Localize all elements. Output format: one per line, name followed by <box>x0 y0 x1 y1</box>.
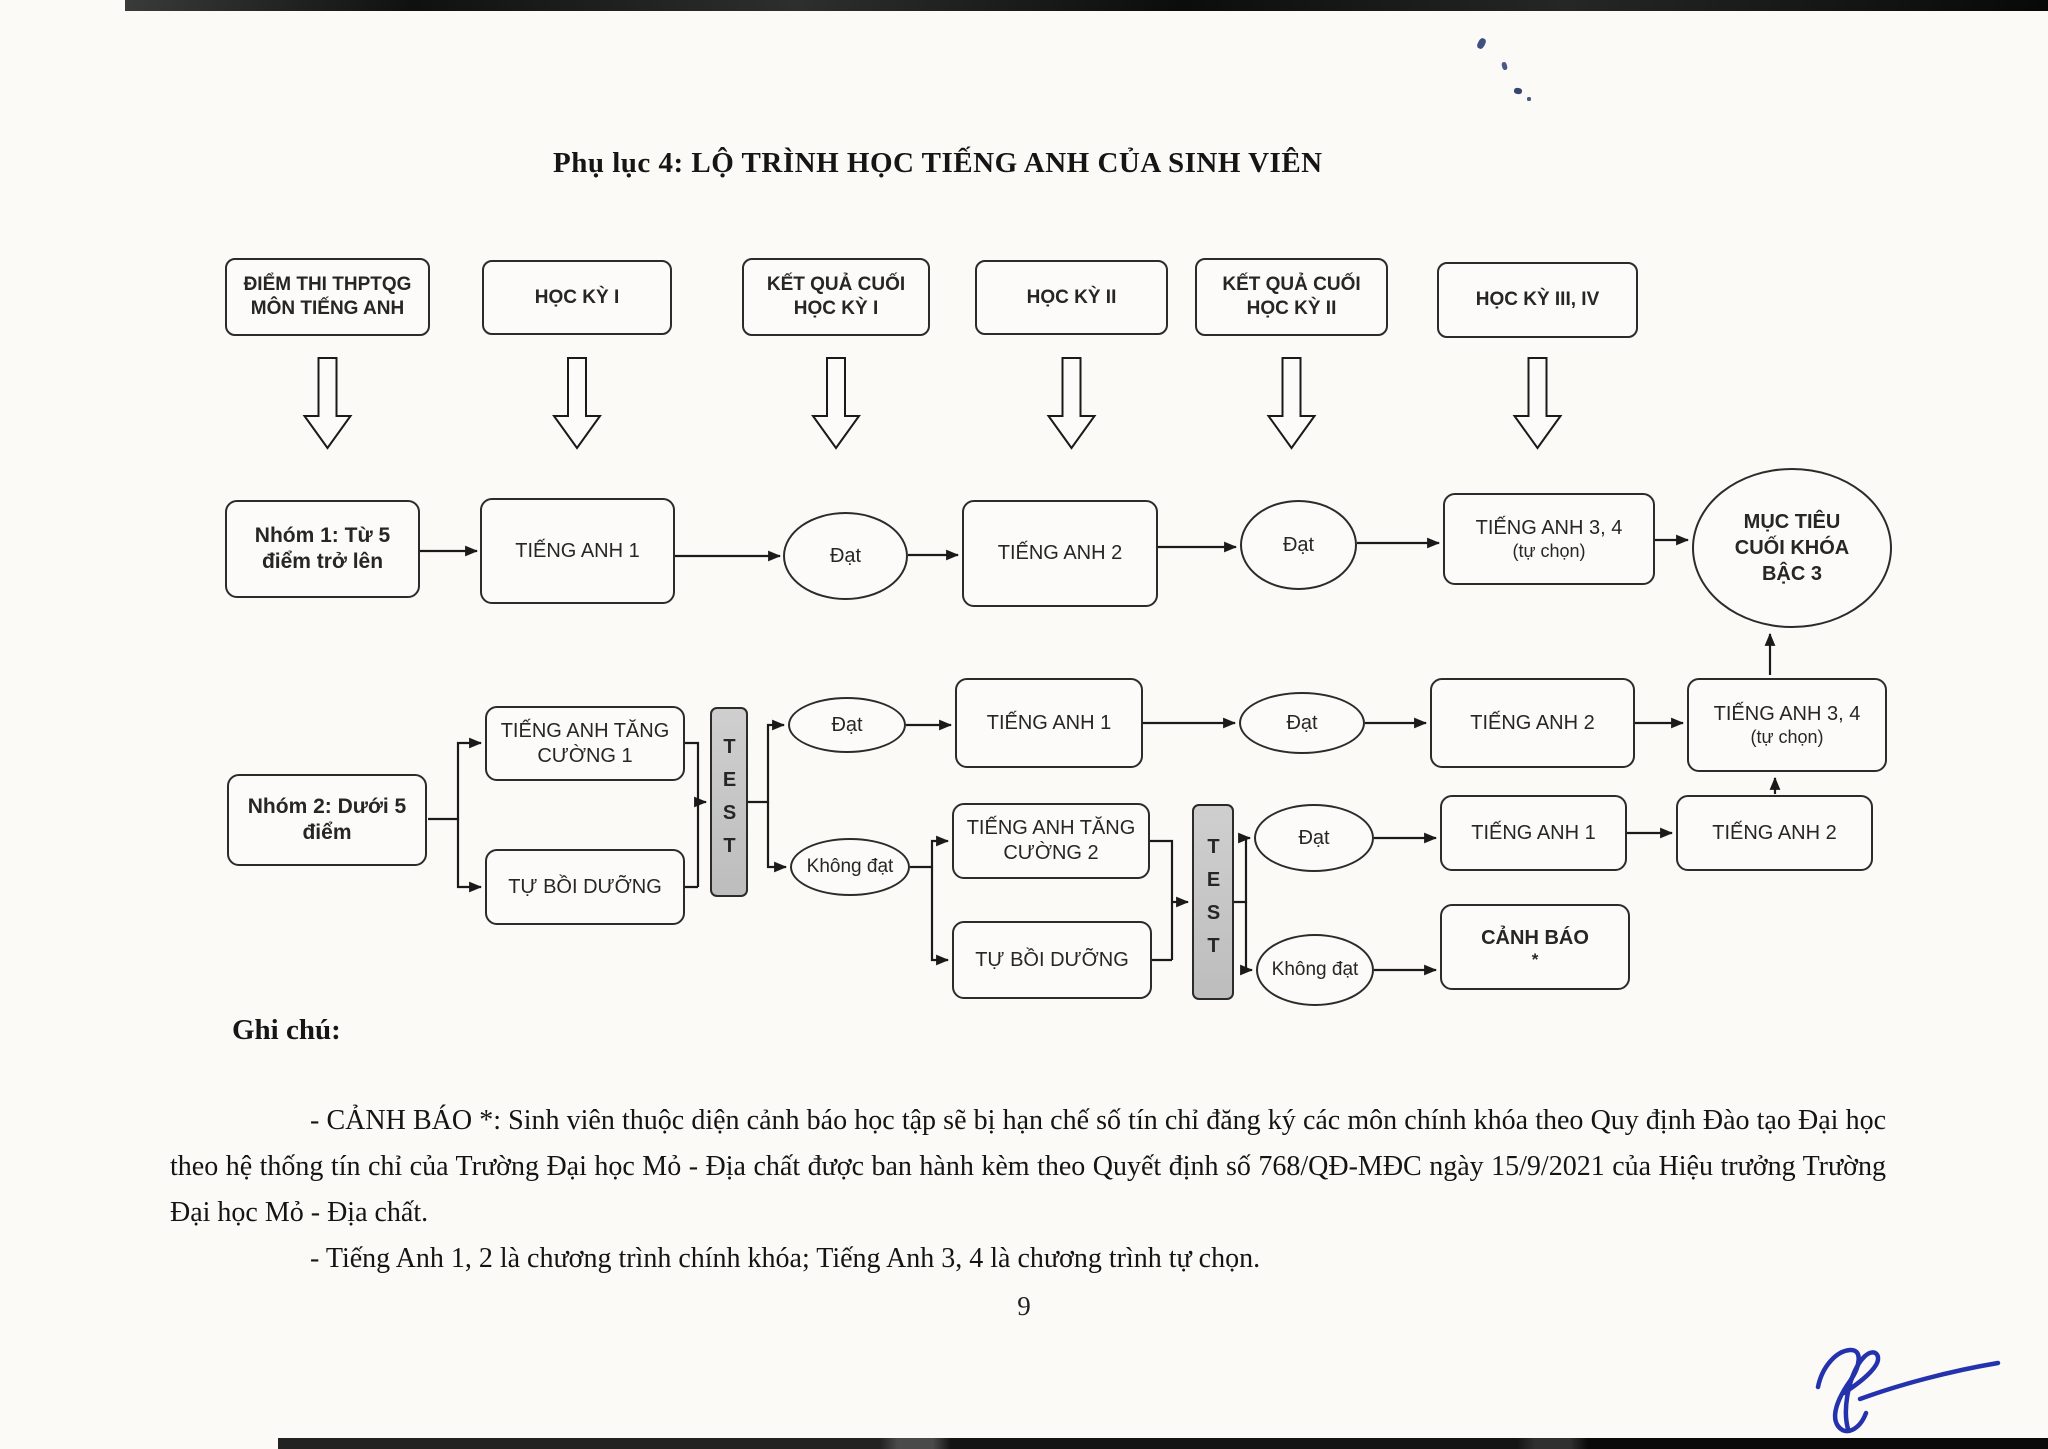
down-arrow-icon <box>1269 358 1315 448</box>
node-label: TEST <box>1202 836 1225 968</box>
node-english-2-row2 <box>1430 678 1635 768</box>
notes-section <box>170 1098 1886 1282</box>
header-box-thptqg-score <box>225 258 430 336</box>
node-label: TỰ BỒI DƯỠNG <box>975 948 1129 971</box>
node-label: TỰ BỒI DƯỠNG <box>508 875 662 898</box>
ink-speck <box>1514 87 1523 94</box>
node-label: TIẾNG ANH 2 <box>997 542 1123 564</box>
notes-heading: Ghi chú: <box>232 1014 341 1046</box>
node-label: Đạt <box>831 713 863 736</box>
node-english-3-4-row1 <box>1443 493 1655 585</box>
decision-pass-row2 <box>788 697 906 753</box>
test-box-2 <box>1192 804 1234 1000</box>
node-label: Đạt <box>1286 711 1318 734</box>
down-arrow-icons <box>305 358 1561 448</box>
header-label: KẾT QUẢ CUỐI HỌC KỲ II <box>1222 274 1361 319</box>
node-self-study-2 <box>952 921 1152 999</box>
node-english-1-row3 <box>1440 795 1627 871</box>
decision-fail-row3 <box>1256 934 1374 1006</box>
header-label: ĐIỂM THI THPTQG MÔN TIẾNG ANH <box>243 274 412 319</box>
header-box-semester-3-4 <box>1437 262 1638 338</box>
node-label: Đạt <box>829 544 862 567</box>
decision-pass-row3 <box>1254 804 1374 872</box>
down-arrow-icon <box>813 358 859 448</box>
ink-speck <box>1501 61 1508 70</box>
header-label: HỌC KỲ II <box>1026 286 1117 308</box>
node-english-2-row3 <box>1676 795 1873 871</box>
node-intensive-english-2 <box>952 803 1150 879</box>
header-label: KẾT QUẢ CUỐI HỌC KỲ I <box>766 274 906 319</box>
node-english-3-4-row2 <box>1687 678 1887 772</box>
node-english-1-row2 <box>955 678 1143 768</box>
down-arrow-icon <box>305 358 351 448</box>
note-item-warning: - CẢNH BÁO *: Sinh viên thuộc diện cảnh báo học tập sẽ bị hạn chế số tín chỉ đăng ký các môn chính khóa theo Quy định Đào tạo Đại học theo hệ thống tín chỉ của Trường Đại học Mỏ - Địa chất được ban hành kèm theo Quyết định số 768/QĐ-MĐC ngày 15/9/2021 của Hiệu trưởng Trường Đại học Mỏ - Địa chất. <box>170 1105 1886 1228</box>
header-box-result-semester-2 <box>1195 258 1388 336</box>
header-label: HỌC KỲ III, IV <box>1475 289 1600 311</box>
node-label: TIẾNG ANH 3, 4 <box>1475 516 1623 539</box>
node-label: Đạt <box>1282 533 1315 556</box>
node-group-1 <box>225 500 420 598</box>
warning-box <box>1440 904 1630 990</box>
header-label: HỌC KỲ I <box>534 286 620 308</box>
down-arrow-icon <box>1515 358 1561 448</box>
page-title: Phụ lục 4: LỘ TRÌNH HỌC TIẾNG ANH CỦA SINH VIÊN <box>553 147 1323 179</box>
node-label: Không đạt <box>806 856 894 878</box>
node-intensive-english-1 <box>485 706 685 781</box>
node-label: Nhóm 2: Dưới 5 điểm <box>247 794 407 844</box>
node-label: TIẾNG ANH TĂNG CƯỜNG 1 <box>500 719 670 767</box>
page-number: 9 <box>1017 1291 1031 1321</box>
node-sublabel: (tự chọn) <box>1512 540 1586 561</box>
test-box-1 <box>710 707 748 897</box>
node-label: TIẾNG ANH 1 <box>986 711 1112 734</box>
node-english-1-row1 <box>480 498 675 604</box>
node-label: TIẾNG ANH 1 <box>515 539 640 562</box>
decision-fail-row2 <box>790 838 910 896</box>
node-group-2 <box>227 774 427 866</box>
ink-speck <box>1527 97 1531 101</box>
node-sublabel: (tự chọn) <box>1750 726 1824 747</box>
down-arrow-icon <box>554 358 600 448</box>
down-arrow-icon <box>1049 358 1095 448</box>
scan-edge-top <box>125 0 2048 11</box>
node-label: Không đạt <box>1271 959 1359 981</box>
header-box-semester-2 <box>975 260 1168 335</box>
warning-asterisk: * <box>1531 950 1539 969</box>
node-label: TEST <box>718 736 741 868</box>
node-english-2-row1 <box>962 500 1158 607</box>
header-box-result-semester-1 <box>742 258 930 336</box>
signature-ink <box>1770 1325 2030 1449</box>
node-label: TIẾNG ANH 1 <box>1471 821 1596 844</box>
ink-speck <box>1476 37 1487 50</box>
node-label: TIẾNG ANH 3, 4 <box>1713 702 1861 725</box>
decision-pass-1-row1 <box>783 512 908 600</box>
node-label: TIẾNG ANH 2 <box>1470 711 1595 734</box>
decision-pass-2-row2 <box>1239 692 1365 754</box>
note-item-curriculum: - Tiếng Anh 1, 2 là chương trình chính khóa; Tiếng Anh 3, 4 là chương trình tự chọn. <box>310 1243 1261 1274</box>
node-label: TIẾNG ANH TĂNG CƯỜNG 2 <box>966 817 1136 864</box>
goal-ellipse <box>1692 468 1892 628</box>
decision-pass-2-row1 <box>1240 500 1357 590</box>
node-label: Đạt <box>1298 826 1330 849</box>
node-label: CẢNH BÁO <box>1481 927 1589 949</box>
node-label: MỤC TIÊU CUỐI KHÓA BẬC 3 <box>1734 511 1850 585</box>
node-label: Nhóm 1: Từ 5 điểm trở lên <box>254 523 391 573</box>
node-label: TIẾNG ANH 2 <box>1712 821 1837 844</box>
header-box-semester-1 <box>482 260 672 335</box>
node-self-study-1 <box>485 849 685 925</box>
